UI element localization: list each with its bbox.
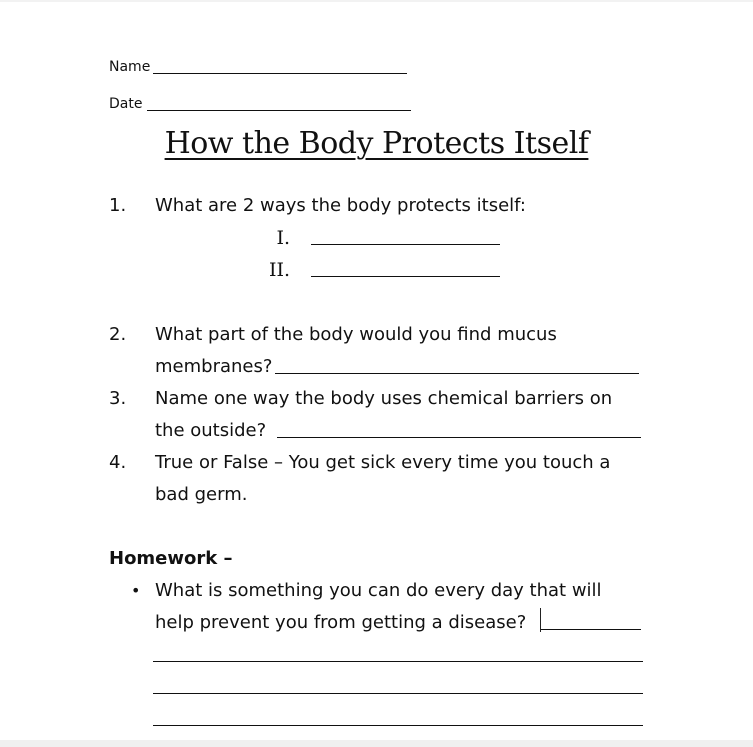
question-1-text: What are 2 ways the body protects itself: (155, 195, 526, 216)
homework-heading: Homework – (109, 548, 233, 569)
homework-bullet: • (131, 581, 141, 600)
question-3-text-line-2: the outside? (155, 420, 267, 441)
question-2-number: 2. (109, 324, 127, 345)
question-3-number: 3. (109, 388, 127, 409)
homework-question-line-2: help prevent you from getting a disease? (155, 612, 527, 633)
question-3-text-line-1: Name one way the body uses chemical barriers on (155, 388, 613, 409)
question-1-item-ii: II. (268, 259, 290, 281)
homework-answer-line-4[interactable] (153, 725, 643, 726)
question-2-answer[interactable] (275, 373, 639, 374)
date-field[interactable] (147, 110, 411, 111)
question-1-item-i: I. (276, 227, 290, 249)
question-3-answer[interactable] (277, 437, 641, 438)
question-2-text-line-2: membranes? (155, 356, 273, 377)
name-label: Name (109, 59, 151, 75)
page-top-edge (0, 0, 753, 2)
homework-answer-line-3[interactable] (153, 693, 643, 694)
date-label: Date (109, 96, 143, 112)
homework-answer-line-2[interactable] (153, 661, 643, 662)
question-2-text-line-1: What part of the body would you find mucus (155, 324, 557, 345)
page-bottom-edge (0, 740, 753, 747)
name-field[interactable] (153, 73, 407, 74)
question-4-text-line-2: bad germ. (155, 484, 248, 505)
homework-answer-line-1[interactable] (541, 629, 641, 630)
question-1-answer-ii[interactable] (311, 276, 500, 277)
question-4-text-line-1: True or False – You get sick every time you touch a (155, 452, 611, 473)
question-1-answer-i[interactable] (311, 244, 500, 245)
question-1-number: 1. (109, 195, 127, 216)
homework-question-line-1: What is something you can do every day that will (155, 580, 602, 601)
worksheet-title: How the Body Protects Itself (164, 126, 589, 161)
question-4-number: 4. (109, 452, 127, 473)
